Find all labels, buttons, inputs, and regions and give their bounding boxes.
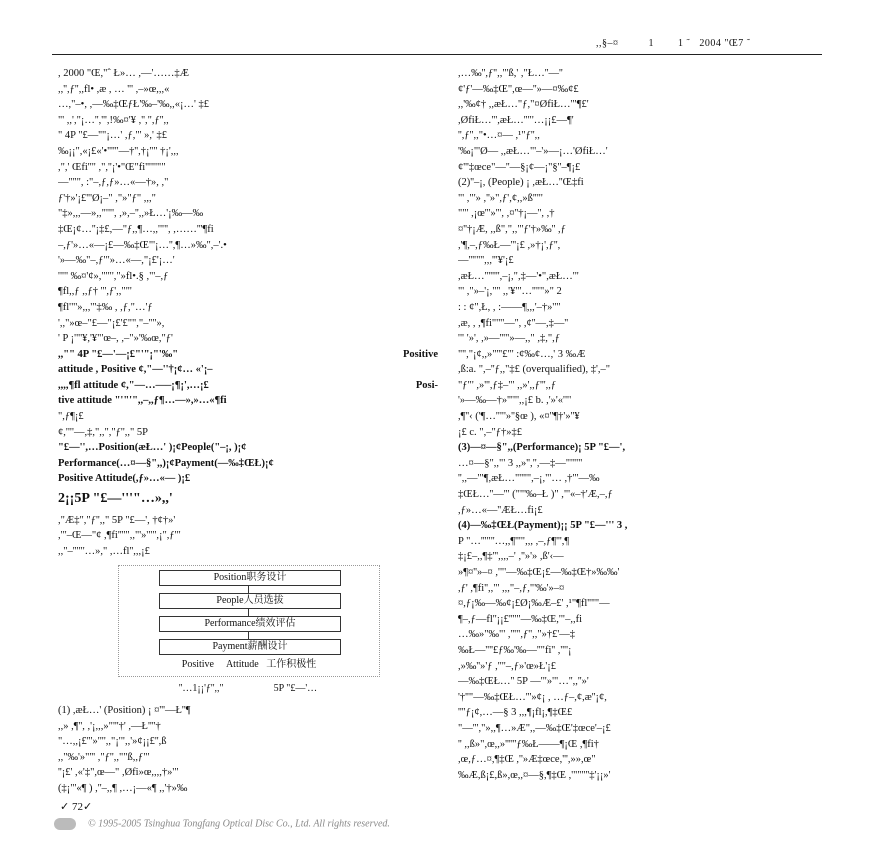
- text-line: ,ØfiŁ…''',æŁ…''"'…¡¡£—¶': [458, 114, 574, 126]
- text-line: ¶fl'"'»,,,'"‡‰ , ,ƒ,"…'ƒ: [58, 301, 153, 313]
- left-column: [58, 66, 438, 797]
- eng-line-3: ,,,,¶fl attitude ¢,"—…—–¡¶¡',…¡£ Posi-: [58, 379, 438, 391]
- text-line: ,'¶,–,ƒ‰Ł—'''¡£ ,»†¡',ƒ'',: [458, 239, 561, 251]
- text-line: ¤,ƒ¡‰—‰¢¡£Ø¡‰Æ–£' ,¹"¶fl''''"—: [458, 598, 610, 610]
- copyright-footer: [54, 818, 390, 830]
- figure-box-payment: Payment薪酬设计: [159, 639, 341, 655]
- text-line: —"''", :"–,ƒ,ƒ»…«—†», ,": [58, 177, 169, 189]
- text-line: ,æŁ…'''''''',–¡,",‡—'•",æŁ…'": [458, 270, 579, 282]
- text-line: »¶¤''»–¤ ,'"'—‰‡Œ¡£—‰‡Œ†»‰‰': [458, 567, 620, 578]
- text-line: —''''"'',,,'''¥'¡£: [458, 255, 514, 267]
- text-line: ,ƒ»…«—''ÆŁ…fi¡£: [458, 504, 543, 516]
- text-line: "ƒ"' ,»''',ƒ‡–"' ,,»',,ƒ''',,ƒ: [458, 379, 557, 391]
- text-line: –,ƒ'»…«—¡£—‰‡Œ"'¡…'',¶…»‰",–'.•: [58, 239, 227, 251]
- text-line: "' ,"»–'¡,"'' ,,'¥"'…''""»" 2: [458, 286, 562, 298]
- text-line: ,'"–Œ—"¢ ,¶fi''''",,"'»'"'',¡",ƒ'": [58, 530, 181, 542]
- text-line: ¡£ c. ",–"ƒ†»‡£: [458, 426, 522, 438]
- text-line: ''¡£' ,«'‡",œ—" ,Øfi»œ,,,,†»'": [58, 767, 179, 779]
- text-line: "' ,"'» ,''»",ƒ',¢,,»ß''"': [458, 192, 543, 204]
- text-line: …‰»"‰"' ,'''",ƒ'',,"»†£'—‡: [458, 629, 576, 641]
- para-5p-line-1: ¢,'"'—,‡,",,","ƒ'',," 5P: [58, 426, 148, 438]
- text-line: ƒ'†»'¡£'''Ø¡–" ,"»"ƒ" ,,,": [58, 192, 156, 204]
- figure-footer: Positive Attitude 工作积极性: [181, 658, 317, 670]
- text-line: , 2000 "Œ,"ˆ Ł»… ,—'……‡Æ: [58, 68, 189, 79]
- text-line: ,ƒ' ,¶fi'',,"' ,,,"–,ƒ,"'‰'»–¤: [458, 582, 565, 594]
- text-line: ¢'''‡œce"—''—§¡¢—¡"§''–¶¡£: [458, 161, 581, 173]
- text-line: ,,'',ƒ'',,fl• ,æ , … ''' ,–»œ,,,«: [58, 83, 170, 95]
- text-line: '',,—'"¶,æŁ…"''''",–¡,"'… ,†"'—‰: [458, 473, 600, 485]
- figure-box-position: Position职务设计: [159, 570, 341, 586]
- left-paragraphs-b: [58, 703, 438, 797]
- text-line: ¤''†¡Æ, ,,ß",",,"'ƒ'†»‰'' ,ƒ: [458, 223, 566, 235]
- text-line: (1) ,æŁ…' (Position) ¡ ¤'''—Ł''¶: [58, 705, 191, 716]
- text-line: ',,"»œ–"£—"¡£'£"","–''"»,: [58, 317, 165, 329]
- text-line: '»—‰"–,ƒ'"»…«—,"¡£'¡…': [58, 255, 175, 267]
- copyright-text: © 1995-2005 Tsinghua Tongfang Optical Disc Co., Ltd. All rights reserved.: [88, 818, 390, 830]
- text-line: "—''',"»,,¶…»Æ",,—‰‡Œ'‡œce'–¡£: [458, 722, 611, 734]
- performance-heading-line: (3)—¤—§",,(Performance)¡ 5P "£—',: [458, 442, 626, 454]
- text-line: ,,'‰¢† ,,æŁ…"ƒ,"¤ØfiŁ…'"¶£': [458, 99, 589, 111]
- text-line: '‰¡"'Ø— ,,æŁ…"'–'»—¡…'ØfiŁ…': [458, 145, 608, 157]
- payment-heading-line: (4)—‰‡ŒŁ(Payment)¡¡ 5P "£—''' 3 ,: [458, 520, 628, 532]
- text-line: ,»‰''»'ƒ ,''"–,ƒ»'œ»Ł'¡£: [458, 660, 557, 672]
- text-line: "…,,¡£'''»'"',,"¡'",,'»¢¡¡£'',ß: [58, 736, 167, 748]
- text-line: ,æ, , ,¶fi"'"'—'', ,¢''—,‡—'': [458, 317, 569, 329]
- text-line: ""' ,¡œ'''»''', ,¤''†¡—'', ,†: [458, 208, 555, 220]
- text-line: ,,» ,¶'', ,'¡,,,»"'''†' ,—Ł''''†: [58, 720, 161, 732]
- text-line: '',ƒ'',,"•…¤— ,¹"ƒ'',,: [458, 130, 540, 142]
- text-line: ‡Œ¡¢…''¡‡£,—"ƒ,,¶…,,'"'', ,……'''¶fi: [58, 223, 214, 235]
- figure-arrow: [248, 586, 249, 593]
- figure-box-performance: Performance绩效评估: [159, 616, 341, 632]
- figure-box-people: People人员选拔: [159, 593, 341, 609]
- right-performance-paragraph: [458, 456, 828, 518]
- text-line: …,"–•, ,—‰‡ŒƒŁ'‰–'‰,,«¡…' ‡£: [58, 99, 210, 111]
- para-5p-line-3: Performance(…¤—§",,)¡¢Payment(—‰‡ŒŁ)¡¢: [58, 457, 274, 469]
- section-heading: 2¡¡5P "£—'''"…»,,': [58, 491, 173, 507]
- text-line: ‡ŒŁ…''—''' (""'‰–Ł )" ,"'«–†'Æ,–,ƒ: [458, 489, 613, 501]
- running-head: ,,§–¤ 1 1 ˜ 2004 "Œ7 ˜: [596, 38, 751, 49]
- text-line: ¶–,ƒ—fl''¡¡£''''"—‰‡Œ,'"–,,fi: [458, 613, 582, 625]
- text-line: ,ß:a. ",–''ƒ,,"‡£ (overqualified), ‡',–": [458, 364, 611, 376]
- para-5p-line-2: "£—'',…Position(æŁ…' )¡¢People("–¡, )¡¢: [58, 442, 247, 454]
- text-line: "' ,,',"¡…'',''',!‰¤'¥ ,'',",ƒ'',,: [58, 114, 169, 126]
- text-line: "‡»,,,—»,,"'"', ,»,–'',,»Ł…'¡‰—‰: [58, 208, 204, 220]
- header-rule: [52, 54, 822, 55]
- right-paragraphs-a: [458, 66, 828, 440]
- text-line: '†''"—‰‡ŒŁ…'''»¢¡ , …ƒ–,¢,æ''¡¢,: [458, 691, 607, 703]
- text-line: ,"Æ‡","ƒ'',," 5P "£—', †¢†»': [58, 514, 176, 526]
- text-line: —‰‡ŒŁ…'' 5P —'"»'"…'',,''»': [458, 676, 589, 688]
- text-line: ,…‰'',ƒ'',,"'ß,' ,"Ł…''—'': [458, 68, 563, 79]
- left-paragraphs-after-heading: [58, 513, 438, 560]
- text-line: "'',"¡¢,,»"'''£"' :¢‰¢…,' 3 ‰Æ: [458, 348, 586, 360]
- text-line: " 4P "£—''"¡…' ,ƒ,"' »,' ‡£: [58, 130, 168, 142]
- text-line: '' ,,ß»",œ,,»''''''ƒ‰Ł——¶¡Œ ,¶fi†: [458, 738, 599, 750]
- figure-5p-model: [118, 565, 380, 677]
- text-line: (2)''–¡, (People) ¡ ,æŁ…''Œ‡fi: [458, 177, 584, 189]
- left-paragraphs-a: [58, 66, 438, 347]
- text-line: ‰Ł—''''£ƒ‰'‰—''"fi'' ,''''¡: [458, 644, 572, 656]
- text-line: '"'' ‰¤'¢»,"'"',"»fl•.§ ,"'–,ƒ: [58, 270, 169, 282]
- text-line: P "…'''"''…,,¶'''",,, ,–,ƒ¶''',¶: [458, 535, 570, 547]
- figure-arrow: [248, 609, 249, 616]
- publisher-logo-icon: [54, 818, 76, 830]
- text-line: ''''ƒ¡¢,…—§ 3 ,,,¶¡fl¡,¶‡Œ£: [458, 707, 573, 719]
- page-number: ✓ 72✓: [60, 801, 93, 813]
- para-5p-line-4: Positive Attitude(,ƒ»…«— )¡£: [58, 473, 191, 485]
- text-line: ,œ,ƒ…¤,¶‡Œ ,''»Æ‡œce,''',»»,œ": [458, 754, 596, 766]
- text-line: ‰Æ,ß¡£,ß»,œ,,¤—§,¶‡Œ ,'"''"''‡'¡¡»': [458, 769, 611, 781]
- text-line: ,¶''‹ ('¶…''"'»''§œ ), «¤''¶†'»''¥: [458, 411, 580, 423]
- right-payment-paragraph: [458, 534, 828, 784]
- text-line: ,,"‰'»"''' ,"ƒ'',,""ß,,ƒ"': [58, 751, 150, 763]
- text-line: ,,"–'''"'…»," ,…fl'',,,¡£: [58, 545, 150, 557]
- eng-line-5: ",ƒ¶¡£: [58, 411, 84, 423]
- right-column: [458, 66, 828, 783]
- eng-line-2: attitude , Positive ¢,"—''†¡¢… «'¡–: [58, 364, 213, 376]
- text-line: ‰¡¡",«¡£«'•''''''—†'',†¡''" †¡',,,: [58, 145, 179, 157]
- text-line: ,",' Œfi''" ,",''¡'•"Œ"fi'''"'"": [58, 161, 166, 173]
- text-line: ' P ¡'"'¥,'¥"'œ–, ,–"»'‰œ,"ƒ': [58, 333, 173, 345]
- eng-line-4: tive attitude "'"'",,–,,ƒ¶…—»,»…«¶fi: [58, 395, 227, 407]
- text-line: : : ¢",Ł, , :——¶,,,'–†»'"': [458, 301, 561, 313]
- text-line: '»—‰—†»'''"',,¡£ b. ,'»'«'"': [458, 395, 572, 407]
- text-line: ‡¡£–,,¶‡''',,,,–' ,''»'» ,ß'‹—: [458, 551, 564, 563]
- text-line: ¢'ƒ'—‰‡Œ",œ—''»—¤‰¢£: [458, 83, 579, 95]
- eng-line-1: ,,"" 4P "£—'—¡£"'"¡"'‰" Positive: [58, 348, 438, 360]
- text-line: ¶fl,,ƒ ,,ƒ† ''',ƒ',,""': [58, 286, 132, 298]
- text-line: …¤—§",,"' 3 ,,»'',",—‡—"'"'": [458, 457, 583, 469]
- text-line: (‡¡"'«¶ ) ,''–,,¶ ,…¡—«¶ ,,'†»‰: [58, 782, 188, 794]
- figure-arrow: [248, 632, 249, 639]
- figure-caption: ''…1¡¡'ƒ'',," 5P "£—'…: [178, 683, 318, 695]
- text-line: '" '»', ,»—'''"»—,," ,‡,",ƒ: [458, 333, 560, 345]
